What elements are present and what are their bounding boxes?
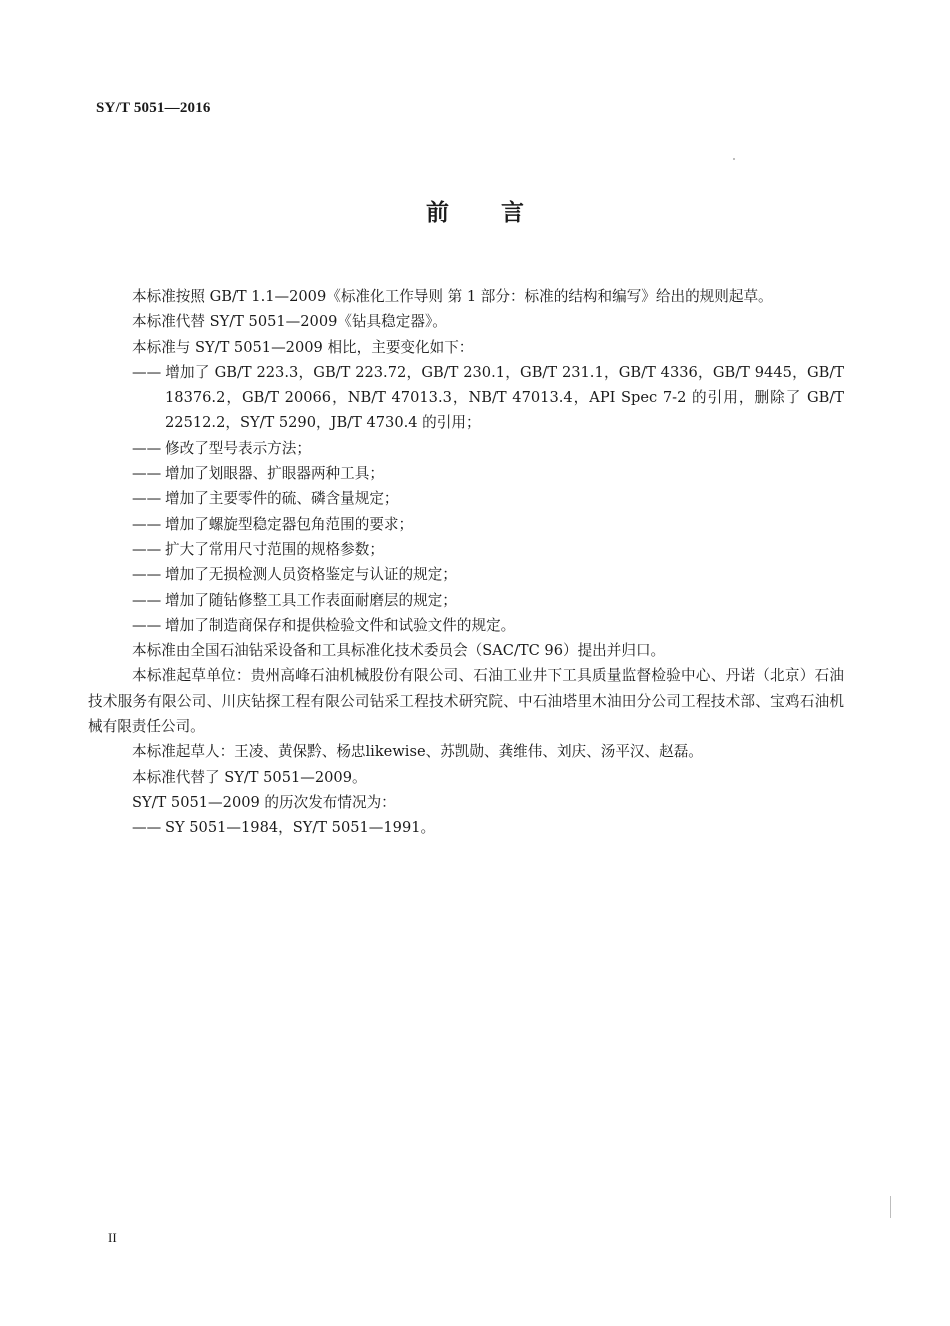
- dash-marker: ——: [132, 439, 162, 457]
- paragraph-proposer: 本标准由全国石油钻采设备和工具标准化技术委员会（SAC/TC 96）提出并归口。: [132, 642, 666, 660]
- list-item-text: 增加了随钻修整工具工作表面耐磨层的规定；: [165, 591, 457, 609]
- dash-marker: ——: [132, 363, 162, 381]
- list-item-text: 增加了划眼器、扩眼器两种工具；: [165, 465, 384, 483]
- list-item-text: 增加了螺旋型稳定器包角范围的要求；: [165, 515, 414, 533]
- paragraph-drafting-rules: 本标准按照 GB/T 1.1—2009《标准化工作导则 第 1 部分：标准的结构和编写》给出的规则起草。: [132, 288, 773, 305]
- list-item-text: 扩大了常用尺寸范围的规格参数；: [165, 540, 384, 558]
- dash-marker: ——: [132, 490, 162, 508]
- list-item-text: 修改了型号表示方法；: [165, 439, 311, 457]
- list-item: [132, 613, 844, 638]
- list-item-text: 增加了制造商保存和提供检验文件和试验文件的规定。: [165, 616, 516, 634]
- list-item: [132, 562, 844, 587]
- list-item: [132, 588, 844, 613]
- paragraph-drafters: 本标准起草人：王凌、黄保黔、杨忠likewise、苏凯勋、龚维伟、刘庆、汤平汉、赵磊。: [132, 743, 703, 761]
- paragraph-history-intro: SY/T 5051—2009 的历次发布情况为：: [132, 793, 396, 811]
- scan-speck: [733, 158, 735, 160]
- dash-marker: ——: [132, 819, 162, 837]
- list-item: [132, 461, 844, 486]
- paragraph-changes-intro: 本标准与 SY/T 5051—2009 相比，主要变化如下：: [132, 338, 474, 356]
- dash-marker: ——: [132, 616, 162, 634]
- foreword-body: [88, 284, 844, 841]
- standard-number: SY/T 5051—2016: [96, 100, 211, 116]
- scan-speck: [890, 1196, 891, 1218]
- dash-marker: ——: [132, 515, 162, 533]
- list-item: [132, 360, 844, 436]
- dash-marker: ——: [132, 540, 162, 558]
- page-title: 前言: [426, 200, 576, 226]
- list-item: [132, 486, 844, 511]
- paragraph-drafting-units: 本标准起草单位：贵州高峰石油机械股份有限公司、石油工业井下工具质量监督检验中心、丹诺（北京）石油技术服务有限公司、川庆钻探工程有限公司钻采工程技术研究院、中石油塔里木油田分公司工程技术部、宝鸡石油机械有限责任公司。: [88, 667, 844, 736]
- history-item: [132, 815, 844, 840]
- list-item-text: 增加了 GB/T 223.3，GB/T 223.72，GB/T 230.1，GB/T 231.1，GB/T 4336，GB/T 9445，GB/T 18376.2，GB/T 20066，NB/T 47013.3，NB/T 47013.4，API Spec 7-2 的引用，删除了 GB/T 22512.2，SY/T 5290，JB/T 4730.4 的引用；: [165, 363, 844, 432]
- history-text: SY 5051—1984，SY/T 5051—1991。: [165, 819, 436, 837]
- paragraph-replaces: 本标准代替 SY/T 5051—2009《钻具稳定器》。: [132, 313, 447, 331]
- changes-list: [88, 360, 844, 638]
- dash-marker: ——: [132, 591, 162, 609]
- list-item: [132, 537, 844, 562]
- list-item: [132, 436, 844, 461]
- list-item-text: 增加了主要零件的硫、磷含量规定；: [165, 490, 399, 508]
- list-item-text: 增加了无损检测人员资格鉴定与认证的规定；: [165, 566, 457, 584]
- list-item: [132, 512, 844, 537]
- paragraph-replaced: 本标准代替了 SY/T 5051—2009。: [132, 768, 367, 786]
- dash-marker: ——: [132, 465, 162, 483]
- dash-marker: ——: [132, 566, 162, 584]
- page-number: II: [108, 1230, 117, 1245]
